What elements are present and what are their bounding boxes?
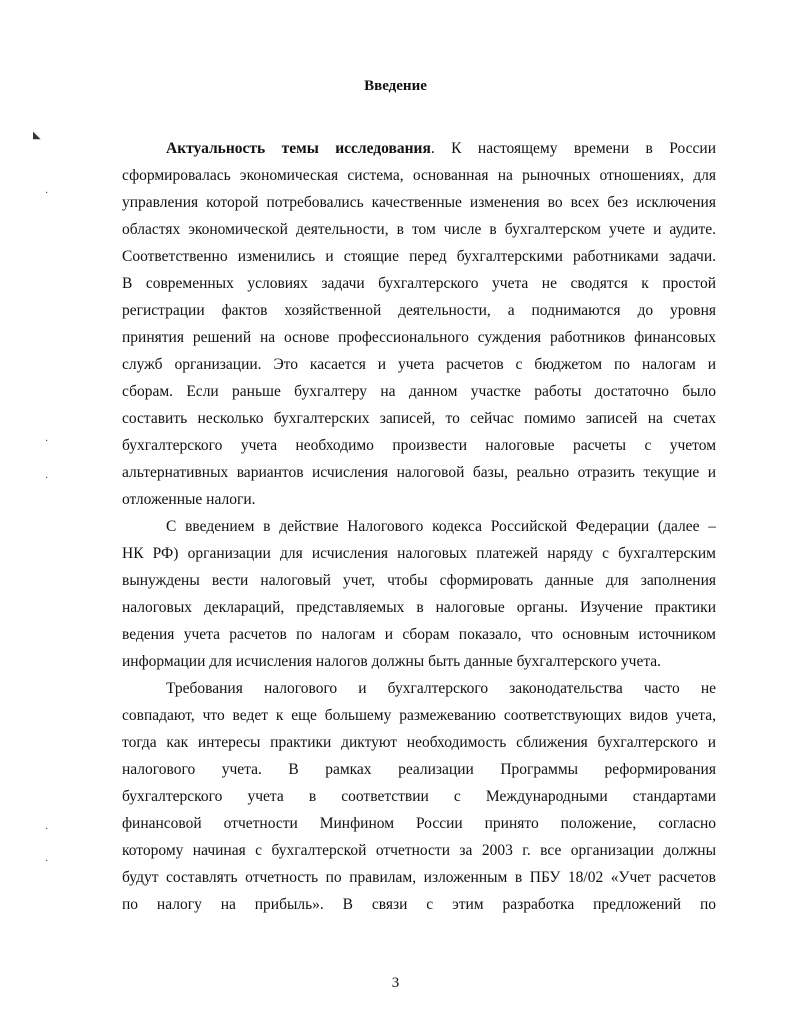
document-body bbox=[122, 135, 716, 918]
text-line: бухгалтерского учета необходимо произвести налоговые расчеты с учетом bbox=[122, 437, 716, 454]
scan-speck: · bbox=[45, 436, 49, 447]
text-line: регистрации фактов хозяйственной деятельности, а поднимаются до уровня bbox=[122, 302, 716, 319]
text-line: информации для исчисления налогов должны быть данные бухгалтерского учета. bbox=[122, 653, 662, 670]
text-line: Актуальность темы исследования. К настоящему времени в России bbox=[166, 140, 717, 157]
text-line: бухгалтерского учета в соответствии с Международными стандартами bbox=[122, 788, 716, 805]
text-line: альтернативных вариантов исчисления налоговой базы, реально отразить текущие и bbox=[122, 464, 716, 481]
text-line: совпадают, что ведет к еще большему размежеванию соответствующих видов учета, bbox=[122, 707, 716, 724]
text-line: которому начиная с бухгалтерской отчетности за 2003 г. все организации должны bbox=[122, 842, 716, 859]
text-line: будут составлять отчетность по правилам, изложенным в ПБУ 18/02 «Учет расчетов bbox=[122, 869, 716, 886]
text-line: сборам. Если раньше бухгалтеру на данном участке работы достаточно было bbox=[122, 383, 716, 400]
text-line: налогового учета. В рамках реализации Программы реформирования bbox=[122, 761, 716, 778]
text-line: сформировалась экономическая система, основанная на рыночных отношениях, для bbox=[122, 167, 716, 184]
text-line: Соответственно изменились и стоящие перед бухгалтерскими работниками задачи. bbox=[122, 248, 716, 265]
text-line: финансовой отчетности Минфином России принято положение, согласно bbox=[122, 815, 716, 832]
text-line: НК РФ) организации для исчисления налоговых платежей наряду с бухгалтерским bbox=[122, 545, 716, 562]
bold-term: Актуальность темы исследования bbox=[166, 140, 431, 157]
page-title: Введение bbox=[364, 78, 427, 94]
text-line: управления которой потребовались качественные изменения во всех без исключения bbox=[122, 194, 716, 211]
text-line: по налогу на прибыль». В связи с этим разработка предложений по bbox=[122, 896, 716, 913]
scan-speck: · bbox=[45, 824, 49, 835]
text-line: служб организации. Это касается и учета расчетов с бюджетом по налогам и bbox=[122, 356, 716, 373]
paragraph-2 bbox=[122, 513, 716, 675]
text-line: вынуждены вести налоговый учет, чтобы сформировать данные для заполнения bbox=[122, 572, 716, 589]
paragraph-1 bbox=[122, 135, 716, 513]
text-line: областях экономической деятельности, в том числе в бухгалтерском учете и аудите. bbox=[122, 221, 716, 238]
scan-speck: ◣ bbox=[33, 130, 41, 141]
text-line: ведения учета расчетов по налогам и сборам показало, что основным источником bbox=[122, 626, 716, 643]
text-line: тогда как интересы практики диктуют необходимость сближения бухгалтерского и bbox=[122, 734, 716, 751]
page-number: 3 bbox=[391, 975, 400, 991]
text-line: В современных условиях задачи бухгалтерского учета не сводятся к простой bbox=[122, 275, 716, 292]
text-line: С введением в действие Налогового кодекса Российской Федерации (далее – bbox=[166, 518, 716, 535]
scan-speck: · bbox=[45, 473, 49, 484]
text-line: налоговых деклараций, представляемых в налоговые органы. Изучение практики bbox=[122, 599, 716, 616]
scan-speck: · bbox=[45, 188, 49, 199]
text-line: составить несколько бухгалтерских записей, то сейчас помимо записей на счетах bbox=[122, 410, 716, 427]
text-line: отложенные налоги. bbox=[122, 491, 256, 508]
text-line: принятия решений на основе профессионального суждения работников финансовых bbox=[122, 329, 716, 346]
paragraph-3 bbox=[122, 675, 716, 918]
text-line: Требования налогового и бухгалтерского законодательства часто не bbox=[166, 680, 716, 697]
scan-speck: · bbox=[45, 856, 49, 867]
